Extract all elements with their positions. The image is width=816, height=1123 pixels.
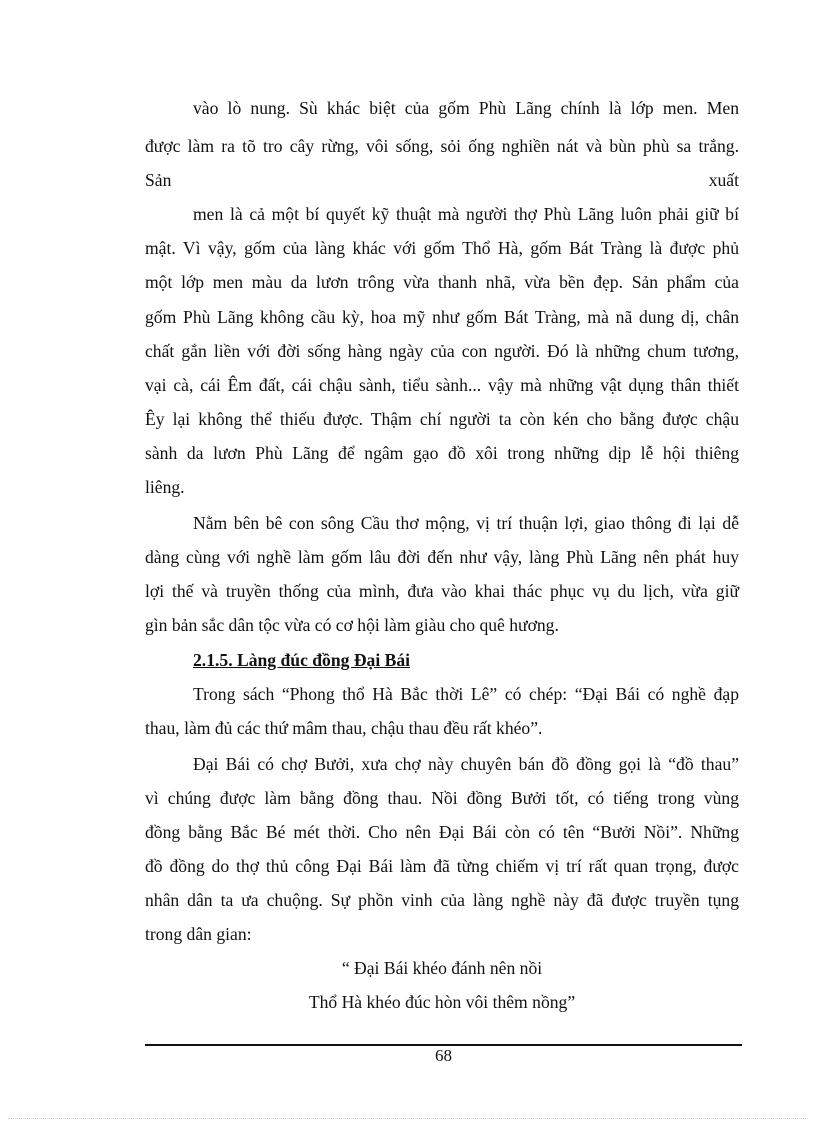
text-line: thau, làm đủ các thứ mâm thau, chậu thau đều rất khéo”. (145, 718, 543, 738)
poem-line: “ Đại Bái khéo đánh nên nồi (341, 958, 543, 978)
text-line: Nằm bên bê con sông Cầu thơ mộng, vị trí thuận lợi, giao thông đi lại dễ (193, 513, 739, 533)
section-heading: 2.1.5. Làng đúc đồng Đại Bái (193, 650, 411, 670)
text-line: dàng cùng với nghề làm gốm lâu đời đến như vậy, làng Phù Lãng nên phát huy (145, 547, 739, 567)
text-line: một lớp men màu da lươn trông vừa thanh nhã, vừa bền đẹp. Sản phẩm của (145, 272, 739, 292)
text-line: đồ đồng do thợ thủ công Đại Bái làm đã từng chiếm vị trí rất quan trọng, được (145, 856, 739, 876)
text-line: men là cả một bí quyết kỹ thuật mà người thợ Phù Lãng luôn phải giữ bí (193, 204, 739, 224)
text-line: vào lò nung. Sù khác biệt của gốm Phù Lãng chính là lớp men. Men (193, 98, 739, 118)
text-line: Trong sách “Phong thổ Hà Bắc thời Lê” có chép: “Đại Bái có nghề đạp (193, 684, 739, 704)
poem-line: Thổ Hà khéo đúc hòn vôi thêm nồng” (308, 992, 576, 1012)
text-line: Đại Bái có chợ Bưởi, xưa chợ này chuyên bán đồ đồng gọi là “đồ thau” (193, 754, 739, 774)
text-line: trong dân gian: (145, 924, 252, 944)
text-line: đồng bằng Bắc Bé mét thời. Cho nên Đại Bái còn có tên “Bưởi Nồi”. Những (145, 822, 739, 842)
text-line-split-left: Sản (145, 170, 172, 190)
text-line-split (145, 168, 739, 192)
text-line: gốm Phù Lãng không cầu kỳ, hoa mỹ như gốm Bát Tràng, mà nã dung dị, chân (145, 307, 739, 327)
text-line: liêng. (145, 477, 185, 497)
text-line: lợi thế và truyền thống của mình, đưa vào khai thác phục vụ du lịch, vừa giữ (145, 581, 739, 601)
text-line: Êy lại không thể thiếu được. Thậm chí người ta còn kén cho bằng được chậu (145, 409, 739, 429)
text-line: sành da lươn Phù Lãng để ngâm gạo đồ xôi trong những dịp lễ hội thiêng (145, 443, 739, 463)
page-number: 68 (435, 1046, 452, 1065)
text-line-split-right: xuất (708, 170, 739, 190)
text-line: vì chúng được làm bằng đồng thau. Nồi đồng Bưởi tốt, có tiếng trong vùng (145, 788, 739, 808)
page-edge-dotted-line (8, 1118, 808, 1119)
text-line: gìn bản sắc dân tộc vừa có cơ hội làm giàu cho quê hương. (145, 615, 559, 635)
text-line: nhân dân ta ưa chuộng. Sự phồn vinh của làng nghề này đã được truyền tụng (145, 890, 739, 910)
text-line: vại cà, cái Êm đất, cái chậu sành, tiểu sành... vậy mà những vật dụng thân thiết (145, 375, 739, 395)
text-line: chất gắn liền với đời sống hàng ngày của con người. Đó là những chum tương, (145, 341, 739, 361)
text-line: được làm ra tõ tro cây rừng, vôi sống, sỏi ống nghiền nát và bùn phù sa trắng. (145, 136, 739, 156)
text-line: mật. Vì vậy, gốm của làng khác với gốm Thổ Hà, gốm Bát Tràng là được phủ (145, 238, 739, 258)
